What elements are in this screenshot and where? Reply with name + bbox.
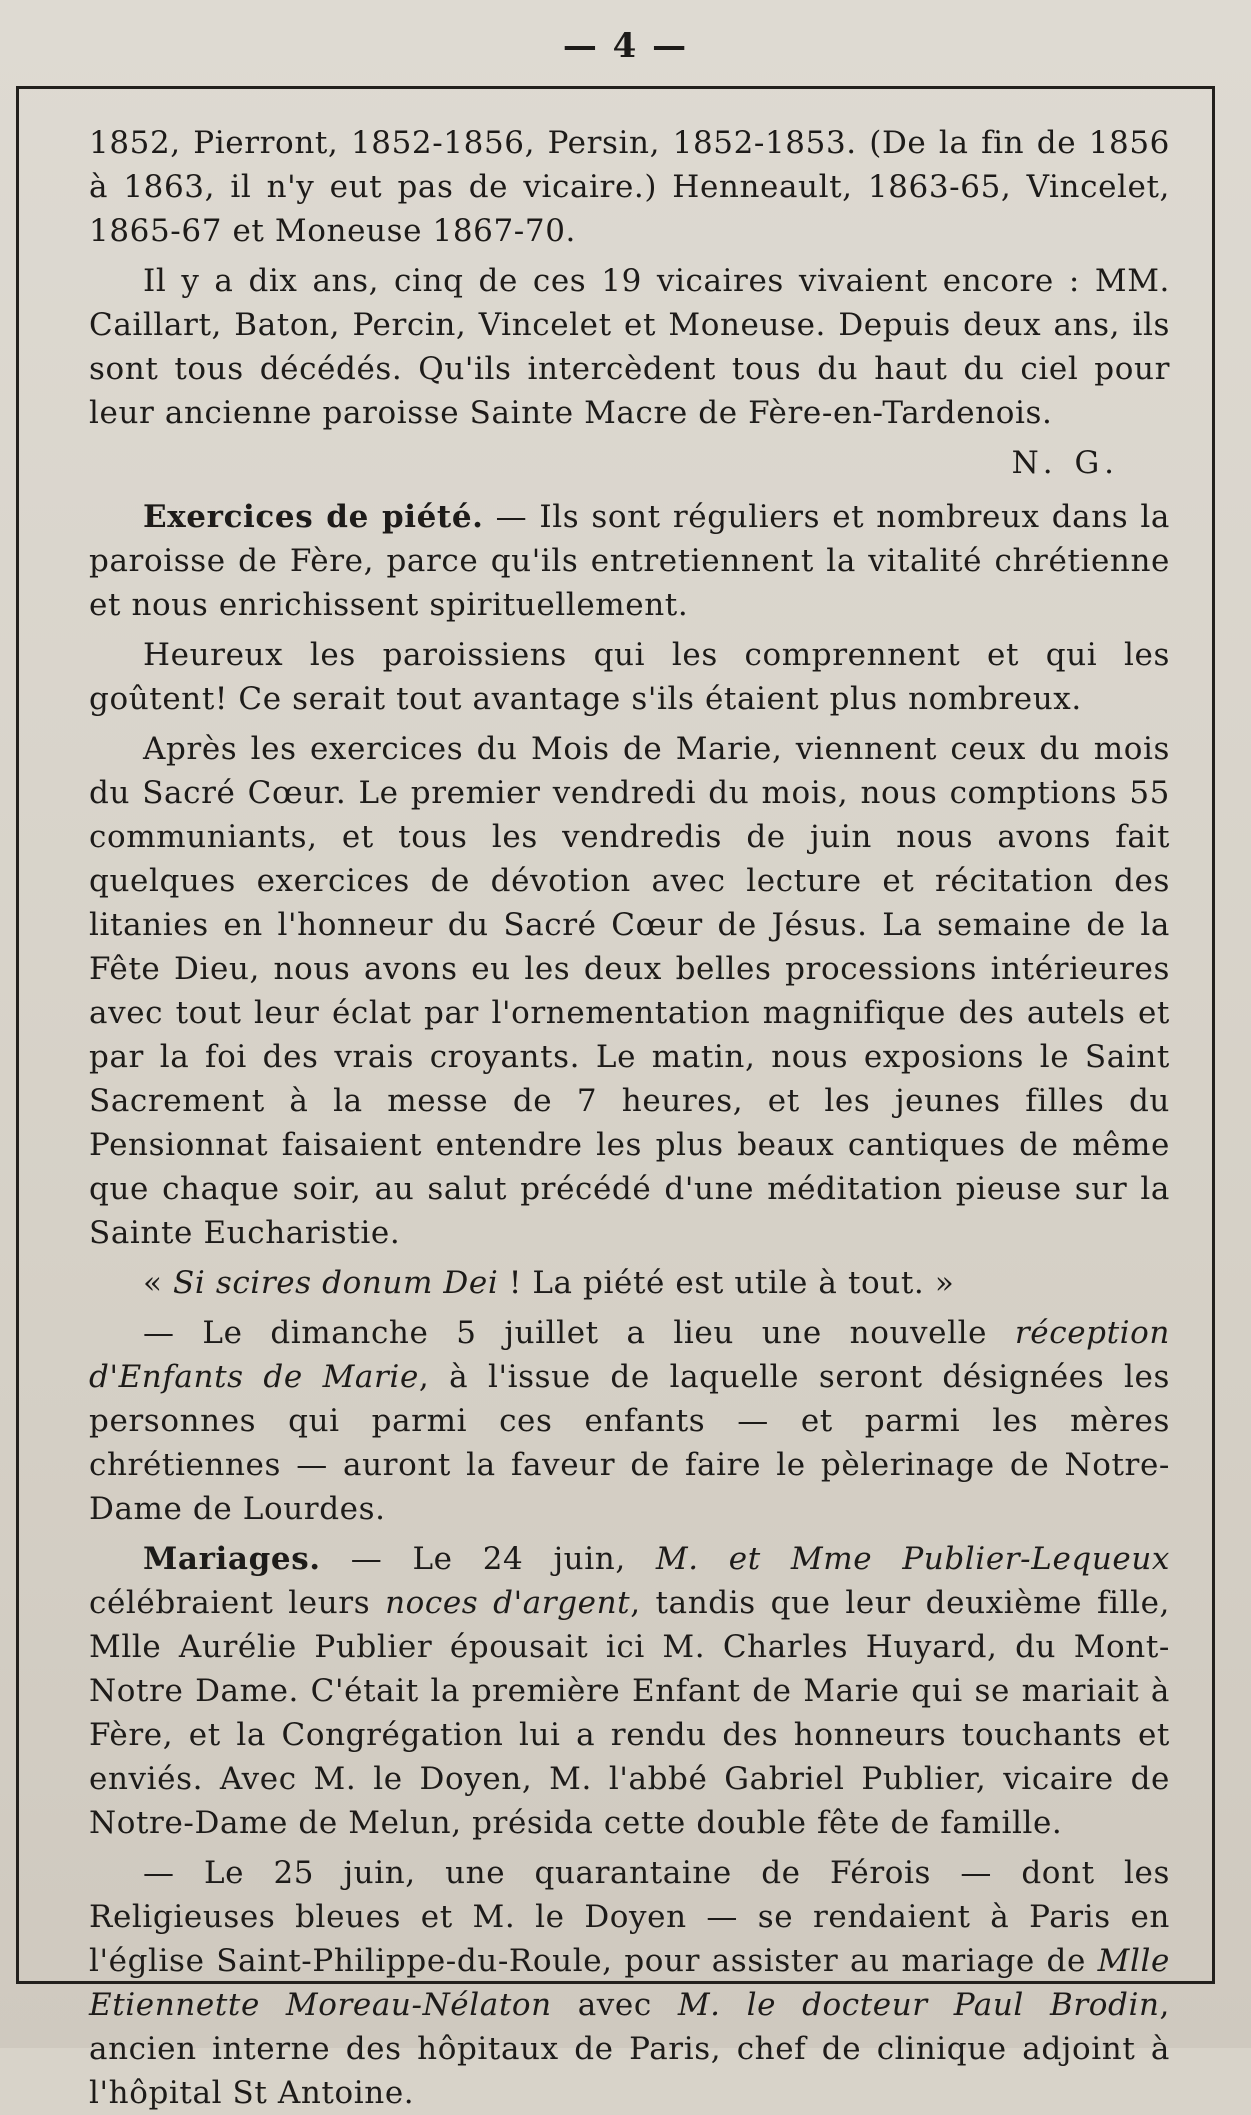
paragraph-25-juin-mid: avec — [551, 1987, 678, 2023]
paragraph-25-juin-lead: — Le 25 juin, une quarantaine de Férois — dont les Religieuses bleues et M. le Doyen — se rendaient à Paris en l'église Saint-Philippe-du-Roule, pour assister au mariage de — [89, 1855, 1170, 1979]
quote-rest: ! La piété est utile à tout. » — [498, 1265, 955, 1301]
paragraph-heureux: Heureux les paroissiens qui les comprennent et qui les goûtent! Ce serait tout avantage s'ils étaient plus nombreux. — [89, 637, 1170, 717]
paragraph-vicaires-deceased: Il y a dix ans, cinq de ces 19 vicaires vivaient encore : MM. Caillart, Baton, Percin, Vincelet et Moneuse. Depuis deux ans, ils sont tous décédés. Qu'ils intercèdent tous du haut du ciel pour leur ancienne paroisse Sainte Macre de Fère-en-Tardenois. — [89, 263, 1170, 431]
paragraph-enfants-lead: — Le dimanche 5 juillet a lieu une nouvelle — [143, 1315, 1015, 1351]
paragraph-exercices-text: — Ils sont réguliers et nombreux dans la paroisse de Fère, parce qu'ils entretiennent la vitalité chrétienne et nous enrichissent spirituellement. — [89, 499, 1170, 623]
paragraph-quote — [89, 1261, 1170, 1305]
paragraph-enfants-italic: réception d'Enfants de Marie — [89, 1315, 1170, 1395]
paragraph-enfants-de-marie — [89, 1311, 1170, 1531]
quote-open: « — [143, 1265, 174, 1301]
paragraph-mois-sacre-coeur: Après les exercices du Mois de Marie, viennent ceux du mois du Sacré Cœur. Le premier vendredi du mois, nous comptions 55 communiants, et tous les vendredis de juin nous avons fait quelques exercices de dévotion avec lecture et récitation des litanies en l'honneur du Sacré Cœur de Jésus. La semaine de la Fête Dieu, nous avons eu les deux belles processions intérieures avec tout leur éclat par l'ornementation magnifique des autels et par la foi des vrais croyants. Le matin, nous exposions le Saint Sacrement à la messe de 7 heures, et les jeunes filles du Pensionnat faisaient entendre les plus beaux cantiques de même que chaque soir, au salut précédé d'une méditation pieuse sur la Sainte Eucharistie. — [89, 731, 1170, 1251]
paragraph-mariages-italic-names: M. et Mme Publier-Lequeux — [655, 1541, 1170, 1577]
paragraph-25-juin-rest: , ancien interne des hôpitaux de Paris, chef de clinique adjoint à l'hôpital St Antoine. — [89, 1987, 1171, 2111]
paragraph-mariages-mid: célébraient leurs — [89, 1585, 386, 1621]
paragraph-25-juin-italic-groom: M. le docteur Paul Brodin — [677, 1987, 1160, 2023]
paragraph-mariages-lead: — Le 24 juin, — [320, 1541, 656, 1577]
paragraph-25-juin-italic-bride: Mlle Etiennette Moreau-Nélaton — [89, 1943, 1170, 2023]
paragraph-exercices — [89, 495, 1170, 627]
paragraph-25-juin — [89, 1851, 1170, 2115]
section-heading-mariages: Mariages. — [143, 1541, 321, 1577]
text-frame — [16, 86, 1215, 2111]
page-number: — 4 — — [562, 26, 689, 66]
paragraph-enfants-rest: , à l'issue de laquelle seront désignées les personnes qui parmi ces enfants — et parmi les mères chrétiennes — auront la faveur de faire le pèlerinage de Notre-Dame de Lourdes. — [89, 1359, 1170, 1527]
paragraph-mariages — [89, 1537, 1170, 1845]
paragraph-vicaires-list: 1852, Pierront, 1852-1856, Persin, 1852-1853. (De la fin de 1856 à 1863, il n'y eut pas de vicaire.) Henneault, 1863-65, Vincelet, 1865-67 et Moneuse 1867-70. — [89, 125, 1170, 249]
signature: N. G. — [1011, 445, 1120, 481]
quote-latin: Si scires donum Dei — [173, 1265, 499, 1301]
paragraph-mariages-rest: , tandis que leur deuxième fille, Mlle Aurélie Publier épousait ici M. Charles Huyard, du Mont-Notre Dame. C'était la première Enfant de Marie qui se mariait à Fère, et la Congrégation lui a rendu des honneurs touchants et enviés. Avec M. le Doyen, M. l'abbé Gabriel Publier, vicaire de Notre-Dame de Melun, présida cette double fête de famille. — [89, 1585, 1170, 1841]
paragraph-mariages-italic-noces: noces d'argent — [385, 1585, 631, 1621]
section-heading-exercices: Exercices de piété. — [143, 499, 484, 535]
